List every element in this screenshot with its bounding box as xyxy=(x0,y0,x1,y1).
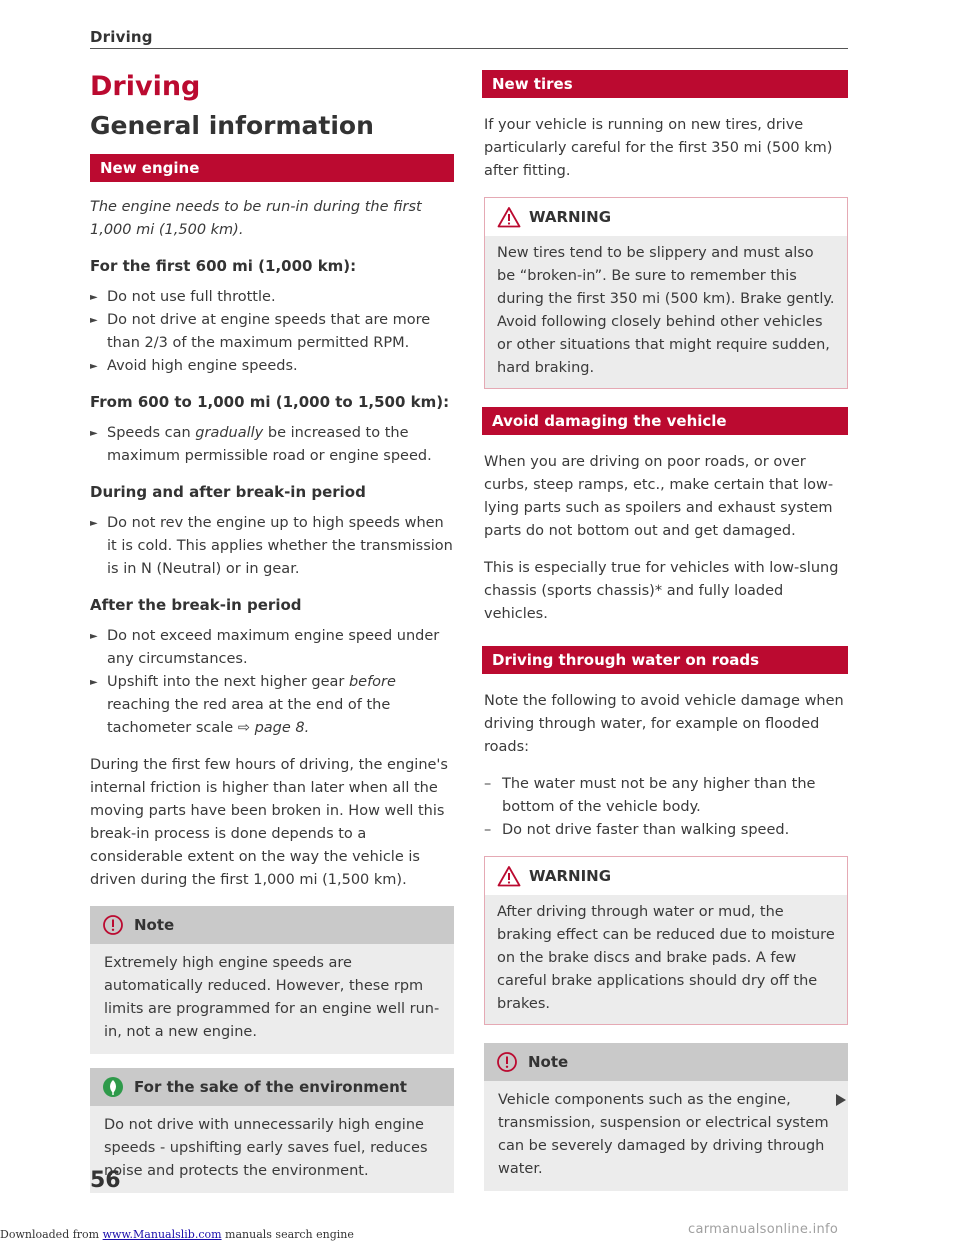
note-icon xyxy=(496,1051,518,1073)
from-600-heading: From 600 to 1,000 mi (1,000 to 1,500 km): xyxy=(90,393,450,411)
note-box xyxy=(90,906,454,1054)
first-600-heading: For the first 600 mi (1,000 km): xyxy=(90,257,357,275)
list-item: ► Upshift into the next higher gear before reaching the red area at the end of the tachometer scale ⇨ page 8. xyxy=(90,671,454,740)
warning-title: WARNING xyxy=(529,867,612,885)
during-break-in-list xyxy=(90,512,454,581)
list-item: – Do not drive faster than walking speed. xyxy=(484,819,848,842)
watermark: carmanualsonline.info xyxy=(688,1222,839,1237)
bullet-icon: ► xyxy=(90,361,98,372)
environment-title: For the sake of the environment xyxy=(134,1078,407,1096)
bullet-icon: ► xyxy=(90,631,98,642)
dash-icon: – xyxy=(484,822,492,838)
new-engine-heading: New engine xyxy=(90,154,454,182)
environment-body: Do not drive with unnecessarily high engine speeds - upshifting early saves fuel, reduces noise and protects the environment. xyxy=(104,1117,428,1179)
water-intro: Note the following to avoid vehicle damage when driving through water, for example on flooded roads: xyxy=(484,693,844,755)
header-rule xyxy=(90,48,848,49)
running-head: Driving xyxy=(90,28,153,46)
warning-box-water xyxy=(484,856,848,1025)
page-number: 56 xyxy=(90,1168,121,1193)
bullet-icon: ► xyxy=(90,518,98,529)
water-heading: Driving through water on roads xyxy=(482,646,848,674)
note-body: Vehicle components such as the engine, transmission, suspension or electrical system can be severely damaged by driving through water. xyxy=(498,1092,829,1177)
avoid-damage-heading: Avoid damaging the vehicle xyxy=(482,407,848,435)
left-column xyxy=(90,70,454,1207)
from-600-list xyxy=(90,422,454,468)
warning-icon xyxy=(497,206,521,228)
environment-icon xyxy=(102,1076,124,1098)
warning-icon xyxy=(497,865,521,887)
page-reference-link[interactable]: ⇨ page 8. xyxy=(237,720,310,736)
new-tires-body: If your vehicle is running on new tires, drive particularly careful for the first 350 mi (500 km) after fitting. xyxy=(484,117,833,179)
bullet-icon: ► xyxy=(90,292,98,303)
note-title: Note xyxy=(134,916,175,934)
download-footer: Downloaded from www.Manualslib.com manuals search engine xyxy=(0,1228,354,1241)
right-column xyxy=(484,70,848,1205)
list-item: ► Speeds can gradually be increased to the maximum permissible road or engine speed. xyxy=(90,422,454,468)
list-item: ► Do not drive at engine speeds that are more than 2/3 of the maximum permitted RPM. xyxy=(90,309,454,355)
chapter-title: Driving xyxy=(90,71,201,102)
note-title: Note xyxy=(528,1053,569,1071)
new-tires-heading: New tires xyxy=(482,70,848,98)
avoid-damage-body-1: When you are driving on poor roads, or over curbs, steep ramps, etc., make certain that low-lying parts such as spoilers and exhaust system parts do not bottom out and get damaged. xyxy=(484,454,834,539)
warning-body: After driving through water or mud, the braking effect can be reduced due to moisture on the brake discs and brake pads. A few careful brake applications should dry off the brakes. xyxy=(485,895,847,1024)
warning-body: New tires tend to be slippery and must also be “broken-in”. Be sure to remember this during the first 350 mi (500 km). Brake gently. Avoid following closely behind other vehicles or other situations that might require sudden, hard braking. xyxy=(485,236,847,388)
water-list xyxy=(484,773,848,842)
section-title: General information xyxy=(90,111,374,140)
avoid-damage-body-2: This is especially true for vehicles with low-slung chassis (sports chassis)* and fully loaded vehicles. xyxy=(484,560,839,622)
break-in-paragraph: During the first few hours of driving, the engine's internal friction is higher than later when all the moving parts have been broken in. How well this break-in process is done depends to a considerable extent on the way the vehicle is driven during the first 1,000 mi (1,500 km). xyxy=(90,757,448,888)
bullet-icon: ► xyxy=(90,428,98,439)
continue-arrow-icon xyxy=(834,1092,848,1111)
first-600-list xyxy=(90,286,454,378)
list-item: ► Avoid high engine speeds. xyxy=(90,355,454,378)
warning-title: WARNING xyxy=(529,208,612,226)
bullet-icon: ► xyxy=(90,315,98,326)
list-item: ► Do not exceed maximum engine speed under any circumstances. xyxy=(90,625,454,671)
list-item: ► Do not use full throttle. xyxy=(90,286,454,309)
note-body: Extremely high engine speeds are automatically reduced. However, these rpm limits are programmed for an engine well run-in, not a new engine. xyxy=(104,955,440,1040)
manualslib-link[interactable]: www.Manualslib.com xyxy=(102,1228,222,1241)
after-break-in-heading: After the break-in period xyxy=(90,596,302,614)
environment-box xyxy=(90,1068,454,1193)
note-icon xyxy=(102,914,124,936)
dash-icon: – xyxy=(484,776,492,792)
warning-box-tires xyxy=(484,197,848,389)
note-box xyxy=(484,1043,848,1191)
list-item: – The water must not be any higher than the bottom of the vehicle body. xyxy=(484,773,848,819)
bullet-icon: ► xyxy=(90,677,98,688)
new-engine-intro: The engine needs to be run-in during the first 1,000 mi (1,500 km). xyxy=(90,199,422,238)
after-break-in-list xyxy=(90,625,454,740)
list-item: ► Do not rev the engine up to high speeds when it is cold. This applies whether the transmission is in N (Neutral) or in gear. xyxy=(90,512,454,581)
during-break-in-heading: During and after break-in period xyxy=(90,483,366,501)
